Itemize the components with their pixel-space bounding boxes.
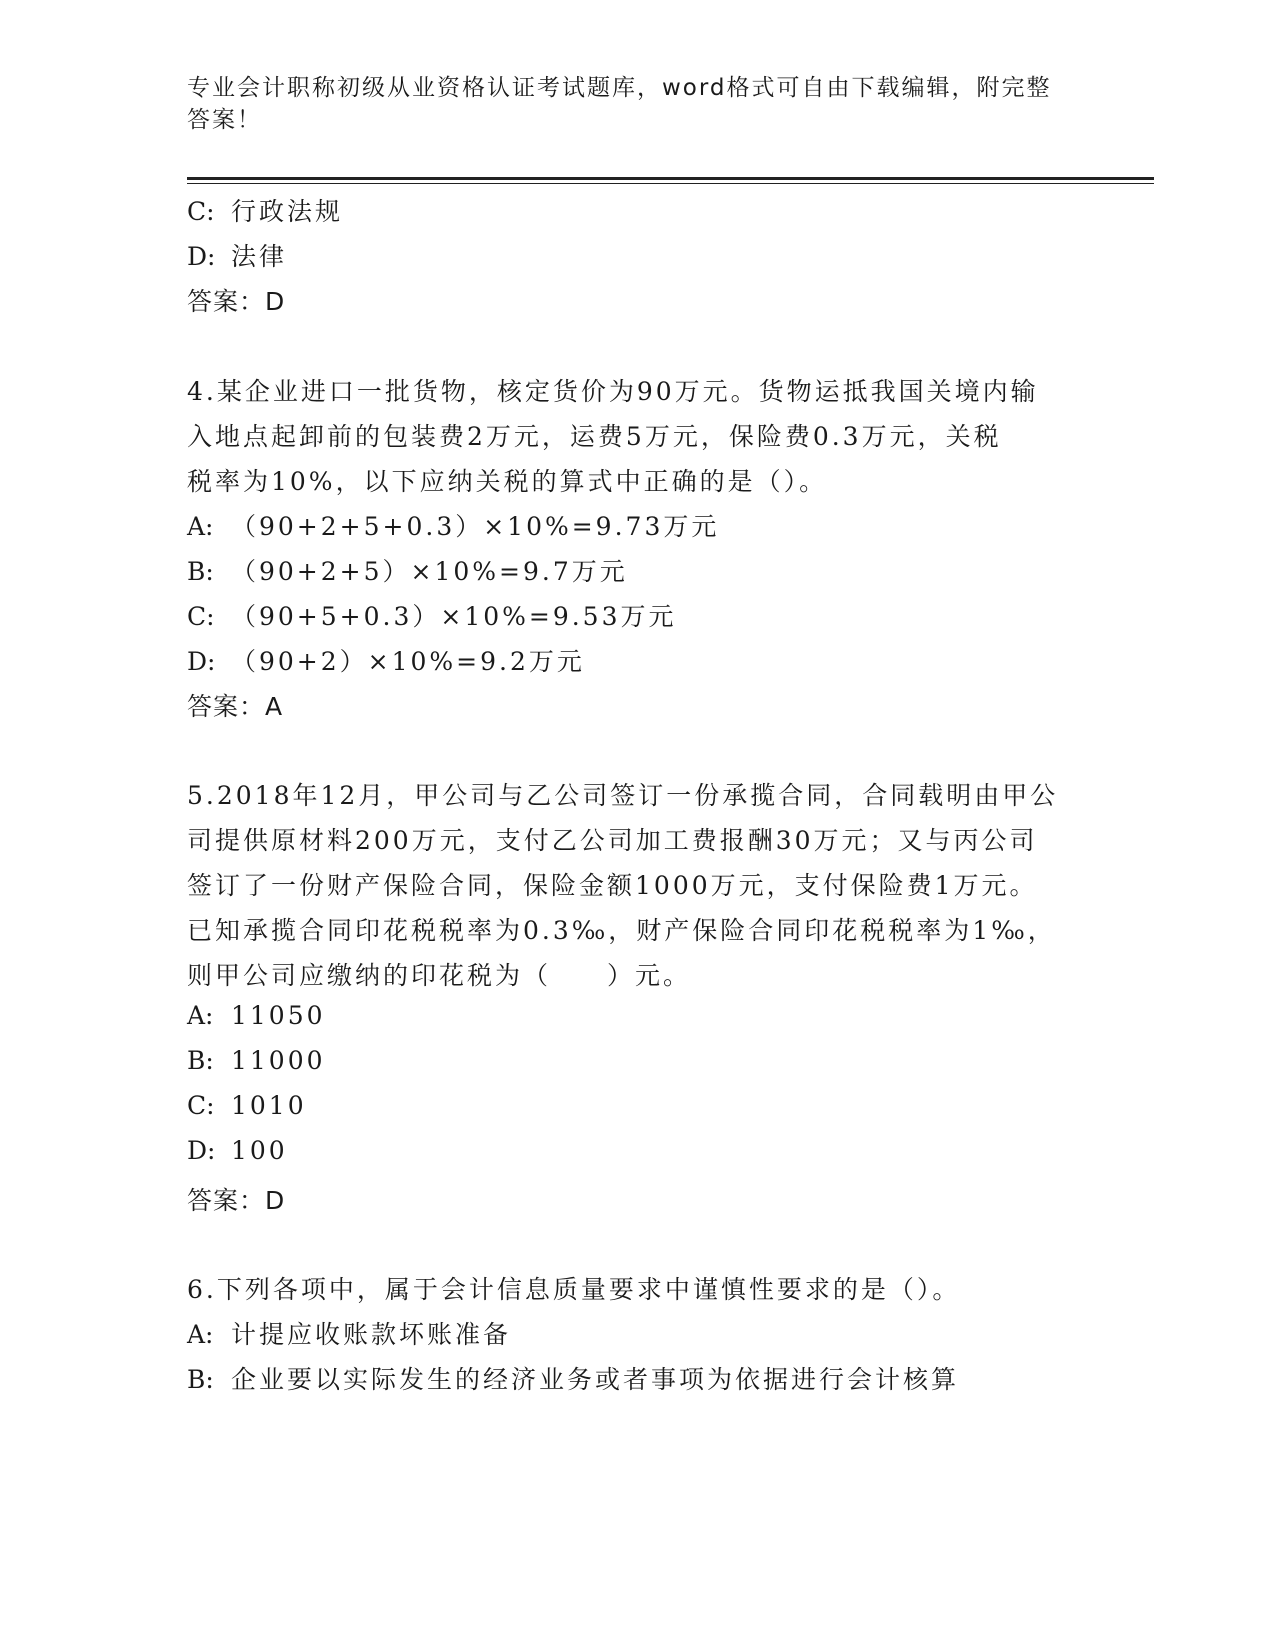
- option-label: A:: [187, 512, 214, 541]
- option-label: C:: [187, 197, 215, 226]
- option-line: [187, 1136, 288, 1165]
- question-text: 签订了一份财产保险合同，保险金额1000万元，支付保险费1万元。: [187, 871, 1038, 900]
- option-text: （90+2+5+0.3）×10%=9.73万元: [231, 512, 720, 541]
- answer-line: 答案：D: [187, 1186, 286, 1215]
- option-label: D:: [187, 647, 216, 676]
- option-label: B:: [187, 557, 214, 586]
- option-line: [187, 552, 628, 588]
- question-text: 5.2018年12月，甲公司与乙公司签订一份承揽合同，合同载明由甲公: [187, 781, 1059, 810]
- question-text: 6.下列各项中，属于会计信息质量要求中谨慎性要求的是（）。: [187, 1275, 961, 1304]
- option-line: [187, 192, 343, 228]
- answer-line: 答案：A: [187, 692, 284, 721]
- question-text: 已知承揽合同印花税税率为0.3‰，财产保险合同印花税税率为1‰，: [187, 916, 1056, 945]
- question-text: 司提供原材料200万元，支付乙公司加工费报酬30万元；又与丙公司: [187, 826, 1038, 855]
- option-line: [187, 1001, 326, 1030]
- option-line: [187, 1046, 326, 1075]
- option-text: 100: [231, 1136, 288, 1165]
- header-rule-thin: [187, 183, 1154, 184]
- page-header: 专业会计职称初级从业资格认证考试题库，word格式可自由下载编辑，附完整答案！: [187, 75, 1052, 133]
- option-label: C:: [187, 602, 215, 631]
- option-text: 1010: [231, 1091, 307, 1120]
- option-line: [187, 1091, 307, 1120]
- option-line: [187, 642, 585, 678]
- option-text: （90+2）×10%=9.2万元: [231, 647, 585, 676]
- option-line: [187, 597, 677, 633]
- option-text: 计提应收账款坏账准备: [231, 1320, 512, 1349]
- option-text: 法律: [231, 242, 288, 271]
- option-label: B:: [187, 1365, 214, 1394]
- question-text: 4.某企业进口一批货物，核定货价为90万元。货物运抵我国关境内输: [187, 377, 1039, 406]
- question-text: 则甲公司应缴纳的印花税为（ ）元。: [187, 961, 692, 990]
- option-text: （90+5+0.3）×10%=9.53万元: [231, 602, 677, 631]
- option-label: D:: [187, 1136, 216, 1165]
- header-rule-thick: [187, 177, 1154, 180]
- option-text: （90+2+5）×10%=9.7万元: [231, 557, 628, 586]
- option-label: C:: [187, 1091, 215, 1120]
- option-line: [187, 237, 287, 273]
- option-text: 11000: [231, 1046, 326, 1075]
- option-line: [187, 1360, 959, 1396]
- option-line: [187, 1315, 511, 1351]
- answer-line: 答案：D: [187, 287, 286, 316]
- question-text: 税率为10%，以下应纳关税的算式中正确的是（）。: [187, 467, 828, 496]
- question-text: 入地点起卸前的包装费2万元，运费5万元，保险费0.3万元，关税: [187, 422, 1002, 451]
- option-line: [187, 507, 719, 543]
- option-label: B:: [187, 1046, 214, 1075]
- option-text: 行政法规: [231, 197, 344, 226]
- option-text: 11050: [231, 1001, 326, 1030]
- option-text: 企业要以实际发生的经济业务或者事项为依据进行会计核算: [231, 1365, 960, 1394]
- option-label: A:: [187, 1320, 214, 1349]
- option-label: A:: [187, 1001, 214, 1030]
- option-label: D:: [187, 242, 216, 271]
